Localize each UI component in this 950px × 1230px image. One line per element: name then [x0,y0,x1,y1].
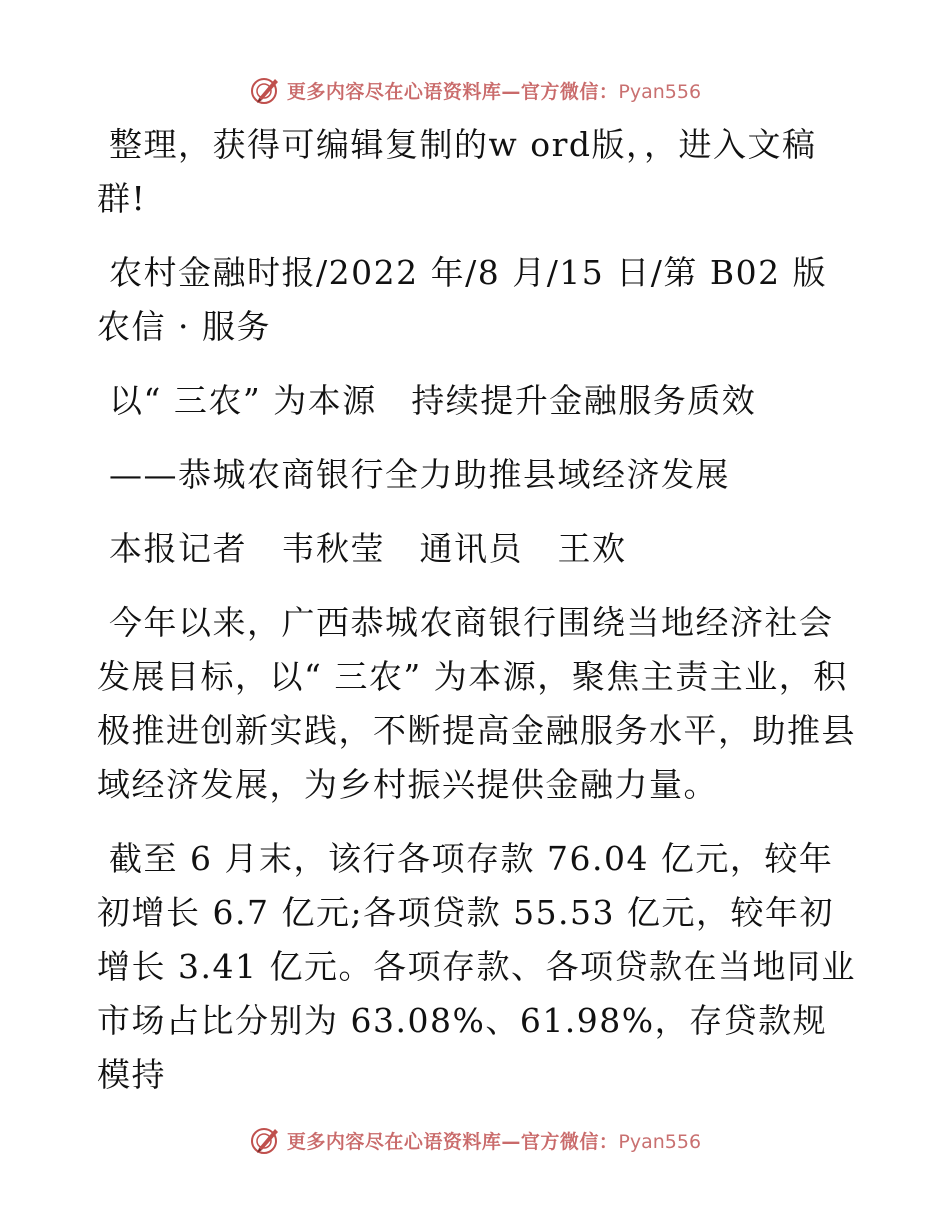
article-title: 以“ 三农” 为本源 持续提升金融服务质效 [109,381,757,420]
document-body [97,118,857,1122]
body-paragraph: 今年以来，广西恭城农商银行围绕当地经济社会发展目标，以“ 三农” 为本源，聚焦主责主业，积极推进创新实践，不断提高金融服务水平，助推县域经济发展，为乡村振兴提供金融力量。 [97,603,856,804]
watermark-text: 更多内容尽在心语资料库—官方微信：Pyan556 [286,80,702,103]
body-paragraph: 截至 6 月末，该行各项存款 76.04 亿元，较年初增长 6.7 亿元;各项贷款 55.53 亿元，较年初增长 3.41 亿元。各项存款、各项贷款在当地同业市场占比分别为 63.08%、61.98%，存贷款规模持 [97,839,856,1094]
watermark-footer [0,1122,950,1158]
article-subtitle: ——恭城农商银行全力助推县域经济发展 [109,455,730,494]
watermark-text: 更多内容尽在心语资料库—官方微信：Pyan556 [286,1130,702,1153]
pen-logo-icon [249,1124,281,1156]
byline: 本报记者 韦秋莹 通讯员 王欢 [109,529,627,568]
source-line: 农村金融时报/2022 年/8 月/15 日/第 B02 版农信 · 服务 [97,253,828,346]
watermark-header [0,72,950,108]
pen-logo-icon [249,74,281,106]
intro-note: 整理，获得可编辑复制的w ord版，，进入文稿群! [97,125,817,218]
